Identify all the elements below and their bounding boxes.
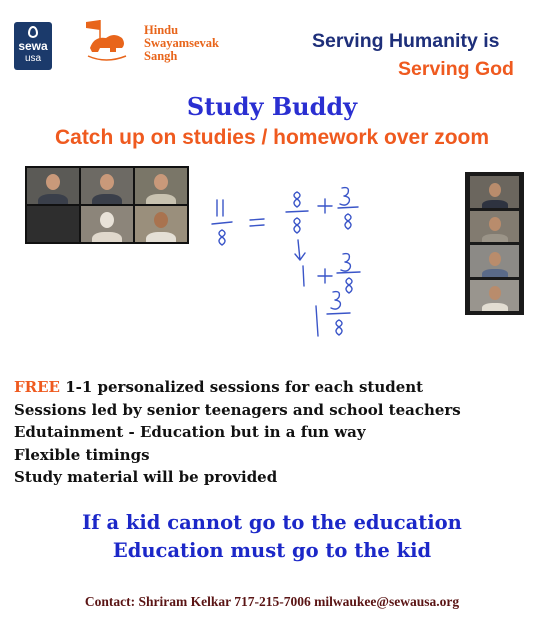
flame-icon	[28, 26, 38, 38]
contact-info: Contact: Shriram Kelkar 717-215-7006 milwaukee@sewausa.org	[84, 594, 460, 609]
video-tile	[470, 245, 519, 277]
video-tile	[135, 206, 187, 242]
hss-name-line: Swayamsevak	[144, 36, 220, 50]
video-tile	[470, 176, 519, 208]
slogan-line-2: Education must go to the kid	[112, 539, 432, 562]
feature-list	[14, 376, 461, 489]
video-tile	[135, 168, 187, 204]
sewa-usa-logo	[14, 22, 52, 70]
video-tile	[470, 280, 519, 312]
video-tile	[81, 168, 133, 204]
hss-lion-emblem-icon	[80, 18, 132, 64]
page-title: Study Buddy	[186, 92, 358, 121]
list-item: Sessions led by senior teenagers and school teachers	[14, 400, 461, 419]
tagline-line-1: Serving Humanity is	[312, 30, 500, 52]
sewa-logo-text: sewa	[18, 39, 48, 53]
hss-name-line: Sangh	[144, 49, 178, 63]
tagline-line-2: Serving God	[398, 58, 514, 80]
free-label: FREE	[14, 378, 60, 396]
slogan-line-1: If a kid cannot go to the education	[82, 511, 462, 534]
zoom-gallery-image	[25, 166, 189, 244]
list-item: Flexible timings	[14, 445, 150, 464]
video-tile	[81, 206, 133, 242]
feature-text: 1-1 personalized sessions for each student	[59, 378, 424, 396]
video-tile	[470, 211, 519, 243]
page-subtitle: Catch up on studies / homework over zoom	[54, 126, 490, 149]
list-item	[14, 376, 461, 399]
video-tile	[27, 206, 79, 242]
hss-name-line: Hindu	[144, 23, 179, 37]
sewa-logo-subtext: usa	[24, 53, 42, 64]
list-item: Edutainment - Education but in a fun way	[14, 423, 366, 441]
zoom-sidebar-image	[465, 172, 524, 315]
math-whiteboard-image	[200, 178, 400, 348]
list-item: Study material will be provided	[14, 468, 278, 486]
video-tile	[27, 168, 79, 204]
hss-name	[144, 24, 219, 63]
